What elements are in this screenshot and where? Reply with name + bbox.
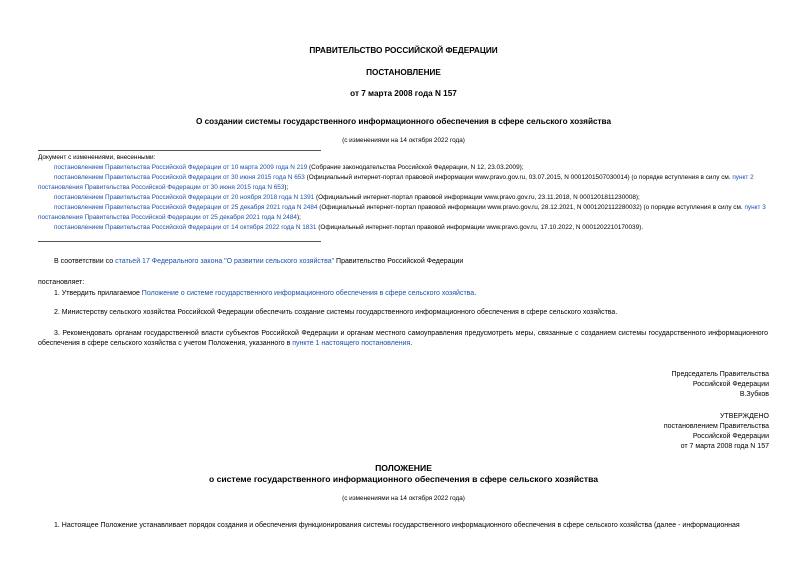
doc-type-heading: ПОСТАНОВЛЕНИЕ: [366, 68, 441, 77]
regulation-subtitle: о системе государственного информационного обеспечения в сфере сельского хозяйства: [208, 474, 599, 484]
approved-block: УТВЕРЖДЕНО постановлением Правительства Российской Федерации от 7 марта 2008 года N 157: [663, 413, 769, 450]
change-link[interactable]: постановлением Правительства Российской Федерации от 25 декабря 2021 года N 2484: [54, 204, 318, 211]
regulation-revision-note: (с изменениями на 14 октября 2022 года): [342, 495, 465, 502]
change-link[interactable]: постановлением Правительства Российской Федерации от 30 июня 2015 года N 653: [54, 174, 305, 181]
paragraph-1: 1. Утвердить прилагаемое Положение о системе государственного информационного обеспечения в сфере сельского хозяйства.: [54, 290, 477, 297]
regulation-paragraph-1: 1. Настоящее Положение устанавливает порядок создания и обеспечения функционирования системы государственного информационного обеспечения в сфере сельского хозяйства (далее - информационная: [54, 522, 740, 529]
changes-list: [38, 153, 768, 233]
changes-bottom-divider: [38, 241, 321, 242]
document-title: О создании системы государственного информационного обеспечения в сфере сельского хозяйства: [195, 117, 612, 126]
clause-link[interactable]: пункте 1 настоящего постановления: [292, 340, 411, 347]
date-number-heading: от 7 марта 2008 года N 157: [350, 89, 457, 98]
regulation-title: ПОЛОЖЕНИЕ: [375, 463, 432, 473]
change-item: постановлением Правительства Российской Федерации от 20 ноября 2018 года N 1391 (Официальный интернет-портал правовой информации www.pravo.gov.ru, 23.11.2018, N 0001201811230008);: [54, 194, 640, 201]
paragraph-2: 2. Министерству сельского хозяйства Российской Федерации обеспечить создание системы государственного информационного обеспечения в сфере сельского хозяйства.: [54, 309, 618, 316]
change-item: постановлением Правительства Российской Федерации от 10 марта 2009 года N 219 (Собрание законодательства Российской Федерации, N 12, 23.03.2009);: [54, 164, 524, 171]
change-item: постановлением Правительства Российской Федерации от 30 июня 2015 года N 653 (Официальный интернет-портал правовой информации www.pravo.gov.ru, 03.07.2015, N 0001201507030014) (о порядке вступления в силу см. пункт 2 постановления Правительства Российской Федерации от 30 июня 2015 года N 653);: [38, 174, 754, 191]
change-item: постановлением Правительства Российской Федерации от 25 декабря 2021 года N 2484 (Официальный интернет-портал правовой информации www.pravo.gov.ru, 28.12.2021, N 0001202112280032) (о порядке вступления в силу см. пункт 3 постановления Правительства Российской Федерации от 25 декабря 2021 года N 2484);: [38, 204, 766, 221]
law-link[interactable]: статьей 17 Федерального закона "О развитии сельского хозяйства": [115, 258, 335, 265]
signature-block: Председатель Правительства Российской Федерации В.Зубков: [671, 371, 769, 398]
government-heading: ПРАВИТЕЛЬСТВО РОССИЙСКОЙ ФЕДЕРАЦИИ: [309, 46, 498, 55]
changes-top-divider: [38, 150, 321, 151]
basis-paragraph: В соответствии со статьей 17 Федерального закона "О развитии сельского хозяйства" Правительство Российской Федерации: [54, 258, 464, 265]
paragraph-3: 3. Рекомендовать органам государственной власти субъектов Российской Федерации и органам местного самоуправления предусмотреть меры, связанные с созданием системы государственного информационного обеспечения в сфере сельского хозяйства с учетом Положения, указанного в пункте 1 настоящего постановления.: [38, 330, 768, 347]
change-link[interactable]: пункт 2 постановления Правительства Российской Федерации от 30 июня 2015 года N 653: [38, 174, 754, 191]
changes-intro: Документ с изменениями, внесенными:: [38, 154, 156, 161]
change-link[interactable]: постановлением Правительства Российской Федерации от 20 ноября 2018 года N 1391: [54, 194, 315, 201]
revision-note: (с изменениями на 14 октября 2022 года): [342, 137, 465, 144]
decrees-line: постановляет:: [38, 279, 85, 286]
change-item: постановлением Правительства Российской Федерации от 14 октября 2022 года N 1831 (Официальный интернет-портал правовой информации www.pravo.gov.ru, 17.10.2022, N 0001202210170039).: [54, 224, 644, 231]
regulation-link[interactable]: Положение о системе государственного информационного обеспечения в сфере сельского хозяйства: [141, 290, 475, 297]
change-link[interactable]: пункт 3 постановления Правительства Российской Федерации от 25 декабря 2021 года N 2484: [38, 204, 766, 221]
change-link[interactable]: постановлением Правительства Российской Федерации от 10 марта 2009 года N 219: [54, 164, 308, 171]
change-link[interactable]: постановлением Правительства Российской Федерации от 14 октября 2022 года N 1831: [54, 224, 317, 231]
